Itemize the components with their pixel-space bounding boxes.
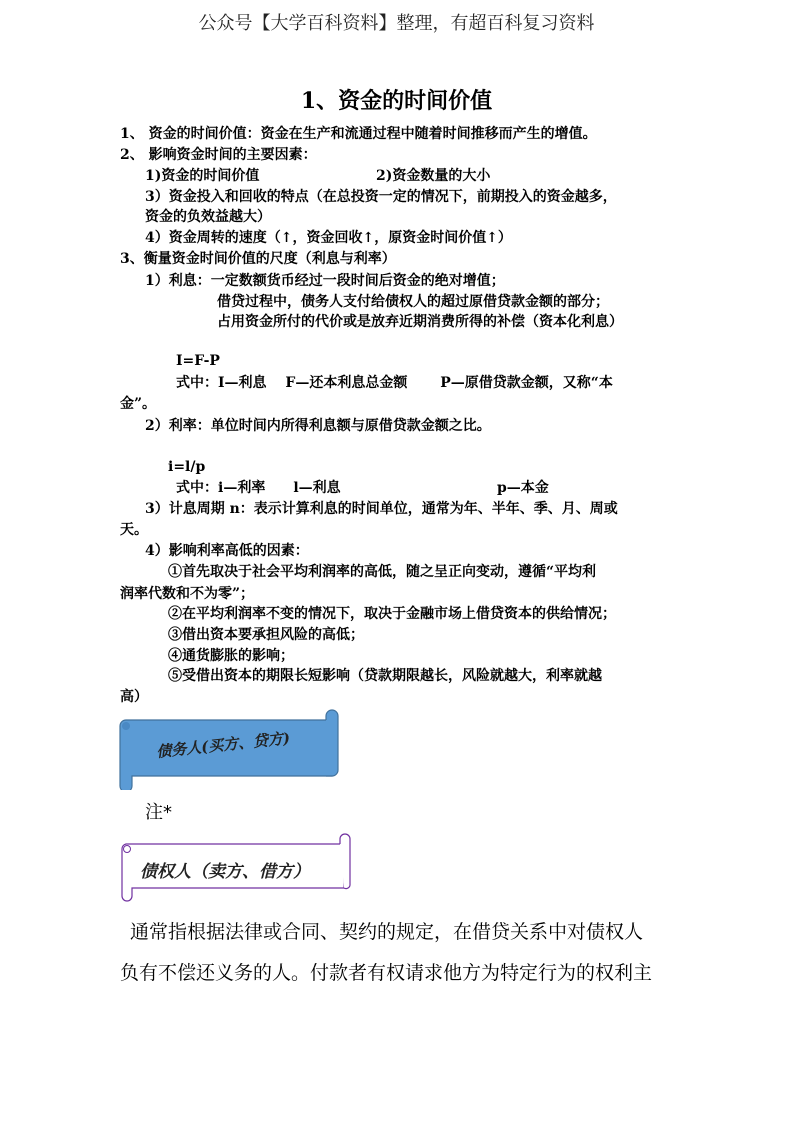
text-line: 2、 影响资金时间的主要因素： <box>120 147 317 163</box>
text-line: 式中：I—利息 F—还本利息总金额 P—原借贷款金额，又称“本 <box>176 375 613 391</box>
text-line: 3）计息周期 n：表示计算利息的时间单位，通常为年、半年、季、月、周或 <box>145 501 618 517</box>
text-line: 润率代数和不为零”； <box>120 586 255 602</box>
text-line: 1、 资金的时间价值：资金在生产和流通过程中随着时间推移而产生的增值。 <box>120 126 597 142</box>
formula: I=F-P <box>176 353 220 369</box>
paragraph-line: 通常指根据法律或合同、契约的规定，在借贷关系中对债权人 <box>130 921 644 943</box>
text-line: 金”。 <box>120 396 157 412</box>
text-line: 2）利率：单位时间内所得利息额与原借贷款金额之比。 <box>145 418 491 434</box>
text-line: 占用资金所付的代价或是放弃近期消费所得的补偿（资本化利息） <box>217 314 623 330</box>
note-label: 注* <box>145 802 172 823</box>
page-header: 公众号【大学百科资料】整理，有超百科复习资料 <box>198 13 595 34</box>
creditor-scroll-banner <box>118 832 354 904</box>
text-line: ①首先取决于社会平均利润率的高低，随之呈正向变动，遵循“平均利 <box>168 564 597 580</box>
debtor-label: 债务人(买方、贷方) <box>155 729 291 761</box>
text-line: p—本金 <box>497 480 549 496</box>
text-line: 借贷过程中，债务人支付给债权人的超过原借贷款金额的部分； <box>217 294 609 310</box>
text-line: 式中：i—利率 l—利息 <box>176 480 341 496</box>
formula: i=l/p <box>168 459 206 475</box>
creditor-label: 债权人（卖方、借方） <box>140 862 310 882</box>
section-title: 1、资金的时间价值 <box>300 88 493 114</box>
text-line: 1)资金的时间价值 <box>145 168 260 184</box>
text-line: ②在平均利润率不变的情况下，取决于金融市场上借贷资本的供给情况； <box>168 606 616 622</box>
text-line: 1）利息：一定数额货币经过一段时间后资金的绝对增值； <box>145 273 505 289</box>
text-line: ④通货膨胀的影响； <box>168 648 294 664</box>
text-line: 2)资金数量的大小 <box>376 168 491 184</box>
text-line: 资金的负效益越大） <box>145 209 271 225</box>
text-line: 高） <box>120 689 148 705</box>
text-line: ⑤受借出资本的期限长短影响（贷款期限越长，风险就越大，利率就越 <box>168 668 602 684</box>
text-line: 3、衡量资金时间价值的尺度（利息与利率） <box>120 251 396 267</box>
text-line: 4）影响利率高低的因素： <box>145 543 309 559</box>
debtor-scroll-banner <box>118 708 342 790</box>
text-line: 4）资金周转的速度（↑，资金回收↑，原资金时间价值↑） <box>145 230 512 246</box>
text-line: ③借出资本要承担风险的高低； <box>168 627 364 643</box>
text-line: 3）资金投入和回收的特点（在总投资一定的情况下，前期投入的资金越多， <box>145 189 617 205</box>
paragraph-line: 负有不偿还义务的人。付款者有权请求他方为特定行为的权利主 <box>120 962 653 984</box>
text-line: 天。 <box>120 522 148 538</box>
